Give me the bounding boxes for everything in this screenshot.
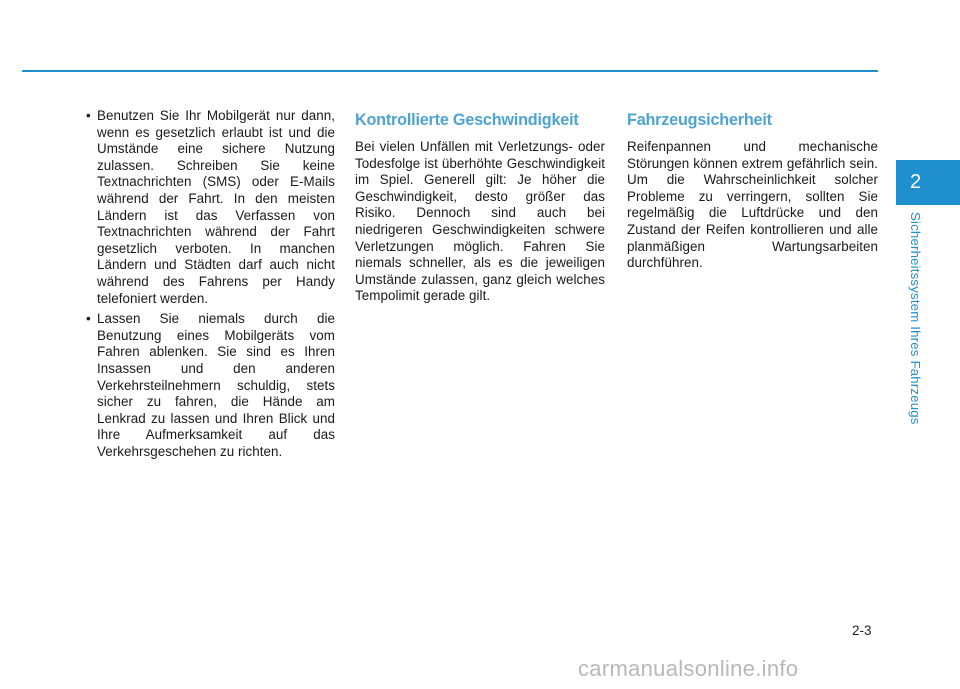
column-speed xyxy=(355,110,605,305)
column-safety-mobile xyxy=(86,108,335,464)
chapter-title: Sicherheitssystem Ihres Fahrzeugs xyxy=(908,212,923,425)
section-heading-vehicle-safety: Fahrzeugsicherheit xyxy=(627,111,772,129)
section-text-speed: Bei vielen Unfällen mit Verletzungs- oder Todesfolge ist überhöhte Geschwindigkeit im Spiel. Generell gilt: Je höher die Geschwindigkeit, desto größer das Risiko. Dennoch sind auch bei niedrigeren Geschwindigkeiten schwere Verletzungen möglich. Fahren Sie niemals schneller, als es die jeweiligen Umstände zulassen, ganz gleich welches Tempolimit gerade gilt. xyxy=(355,139,605,304)
column-vehicle-safety xyxy=(627,110,878,272)
bullet-item: • Lassen Sie niemals durch die Benutzung eines Mobilgeräts vom Fahren ablenken. Sie sind es Ihren Insassen und den anderen Verkehrsteilnehmern schuldig, stets sicher zu fahren, die Hände am Lenkrad zu lassen und Ihren Blick und Ihre Aufmerksamkeit auf das Verkehrsgeschehen zu richten. xyxy=(86,311,335,460)
watermark[interactable]: carmanualsonline.info xyxy=(578,656,799,681)
bullet-item: • Benutzen Sie Ihr Mobilgerät nur dann, wenn es gesetzlich erlaubt ist und die Umstände eine sichere Nutzung zulassen. Schreiben Sie keine Textnachrichten (SMS) oder E-Mails während der Fahrt. In den meisten Ländern ist das Verfassen von Textnachrichten während der Fahrt gesetzlich verboten. In manchen Ländern und Städten darf auch nicht während des Fahrens per Handy telefoniert werden. xyxy=(86,108,335,307)
section-text-vehicle-safety: Reifenpannen und mechanische Störungen können extrem gefährlich sein. Um die Wahrscheinlichkeit solcher Probleme zu verringern, sollten Sie regelmäßig die Luftdrücke und den Zustand der Reifen kontrollieren und alle planmäßigen Wartungsarbeiten durchführen. xyxy=(627,139,878,271)
page-number: 2-3 xyxy=(852,623,872,638)
chapter-number-tab: 2 xyxy=(896,160,960,205)
section-heading-speed: Kontrollierte Geschwindigkeit xyxy=(355,111,579,129)
bullet-list xyxy=(86,108,335,460)
top-divider xyxy=(22,70,878,72)
